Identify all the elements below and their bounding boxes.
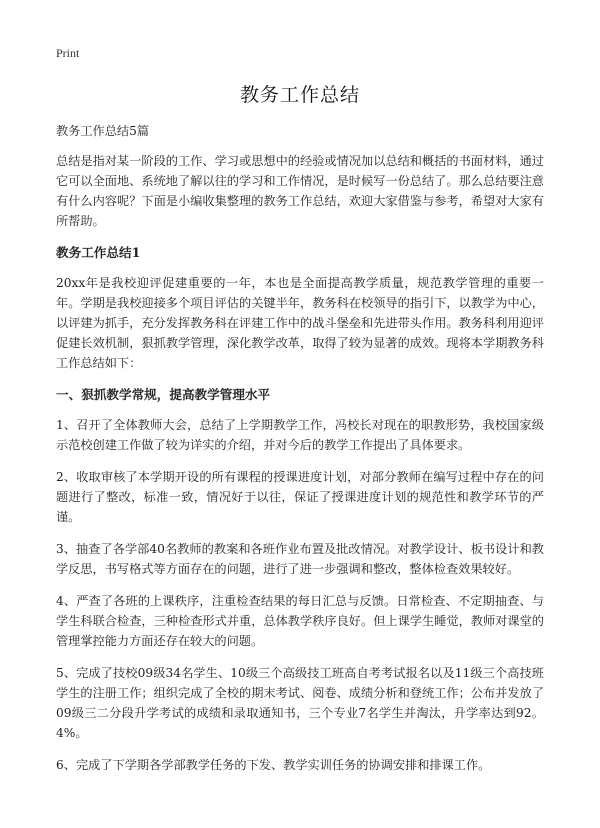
document-body	[56, 121, 544, 787]
section-subheading: 一、狠抓教学常规，提高教学管理水平	[56, 387, 271, 402]
list-item: 1、召开了全体教师大会，总结了上学期教学工作，冯校长对现在的职教形势，我校国家级示范校创建工作做了较为详实的介绍，并对今后的教学工作提出了具体要求。	[56, 418, 544, 452]
section-heading: 教务工作总结1	[56, 245, 141, 260]
document-subtitle: 教务工作总结5篇	[56, 124, 150, 138]
list-item: 4、严查了各班的上课秩序，注重检查结果的每日汇总与反馈。日常检查、不定期抽查、与学生科联合检查，三种检查形式并重，总体教学秩序良好。但上课学生睡觉，教师对课堂的管理掌控能力方面还存在较大的问题。	[56, 594, 544, 648]
page-title: 教务工作总结	[239, 84, 360, 106]
list-item: 3、抽查了各学部40名教师的教案和各班作业布置及批改情况。对教学设计、板书设计和教学反思，书写格式等方面存在的问题，进行了进一步强调和整改，整体检查效果较好。	[56, 542, 544, 576]
list-item: 5、完成了技校09级34名学生、10级三个高级技工班高自考考试报名以及11级三个高技班学生的注册工作；组织完成了全校的期末考试、阅卷、成绩分析和登统工作；公布并发放了09级三二分段升学考试的成绩和录取通知书，三个专业7名学生并淘汰，升学率达到92。4%。	[56, 666, 544, 740]
list-item: 6、完成了下学期各学部教学任务的下发、教学实训任务的协调安排和排课工作。	[56, 758, 491, 772]
print-label[interactable]: Print	[56, 46, 80, 60]
intro-paragraph: 总结是指对某一阶段的工作、学习或思想中的经验或情况加以总结和概括的书面材料，通过它可以全面地、系统地了解以往的学习和工作情况，是时候写一份总结了。那么总结要注意有什么内容呢？下面是小编收集整理的教务工作总结，欢迎大家借鉴与参考，希望对大家有所帮助。	[56, 154, 544, 228]
list-item: 2、收取审核了本学期开设的所有课程的授课进度计划，对部分教师在编写过程中存在的问题进行了整改，标准一致，情况好于以往，保证了授课进度计划的规范性和教学环节的严谨。	[56, 470, 544, 524]
section-intro-paragraph: 20xx年是我校迎评促建重要的一年，本也是全面提高教学质量，规范教学管理的重要一年。学期是我校迎接多个项目评估的关键半年，教务科在校领导的指引下，以教学为中心，以评建为抓手，充分发挥教务科在评建工作中的战斗堡垒和先进带头作用。教务科利用迎评促建长效机制，狠抓教学管理，深化教学改革，取得了较为显著的成效。现将本学期教务科工作总结如下：	[56, 276, 544, 370]
